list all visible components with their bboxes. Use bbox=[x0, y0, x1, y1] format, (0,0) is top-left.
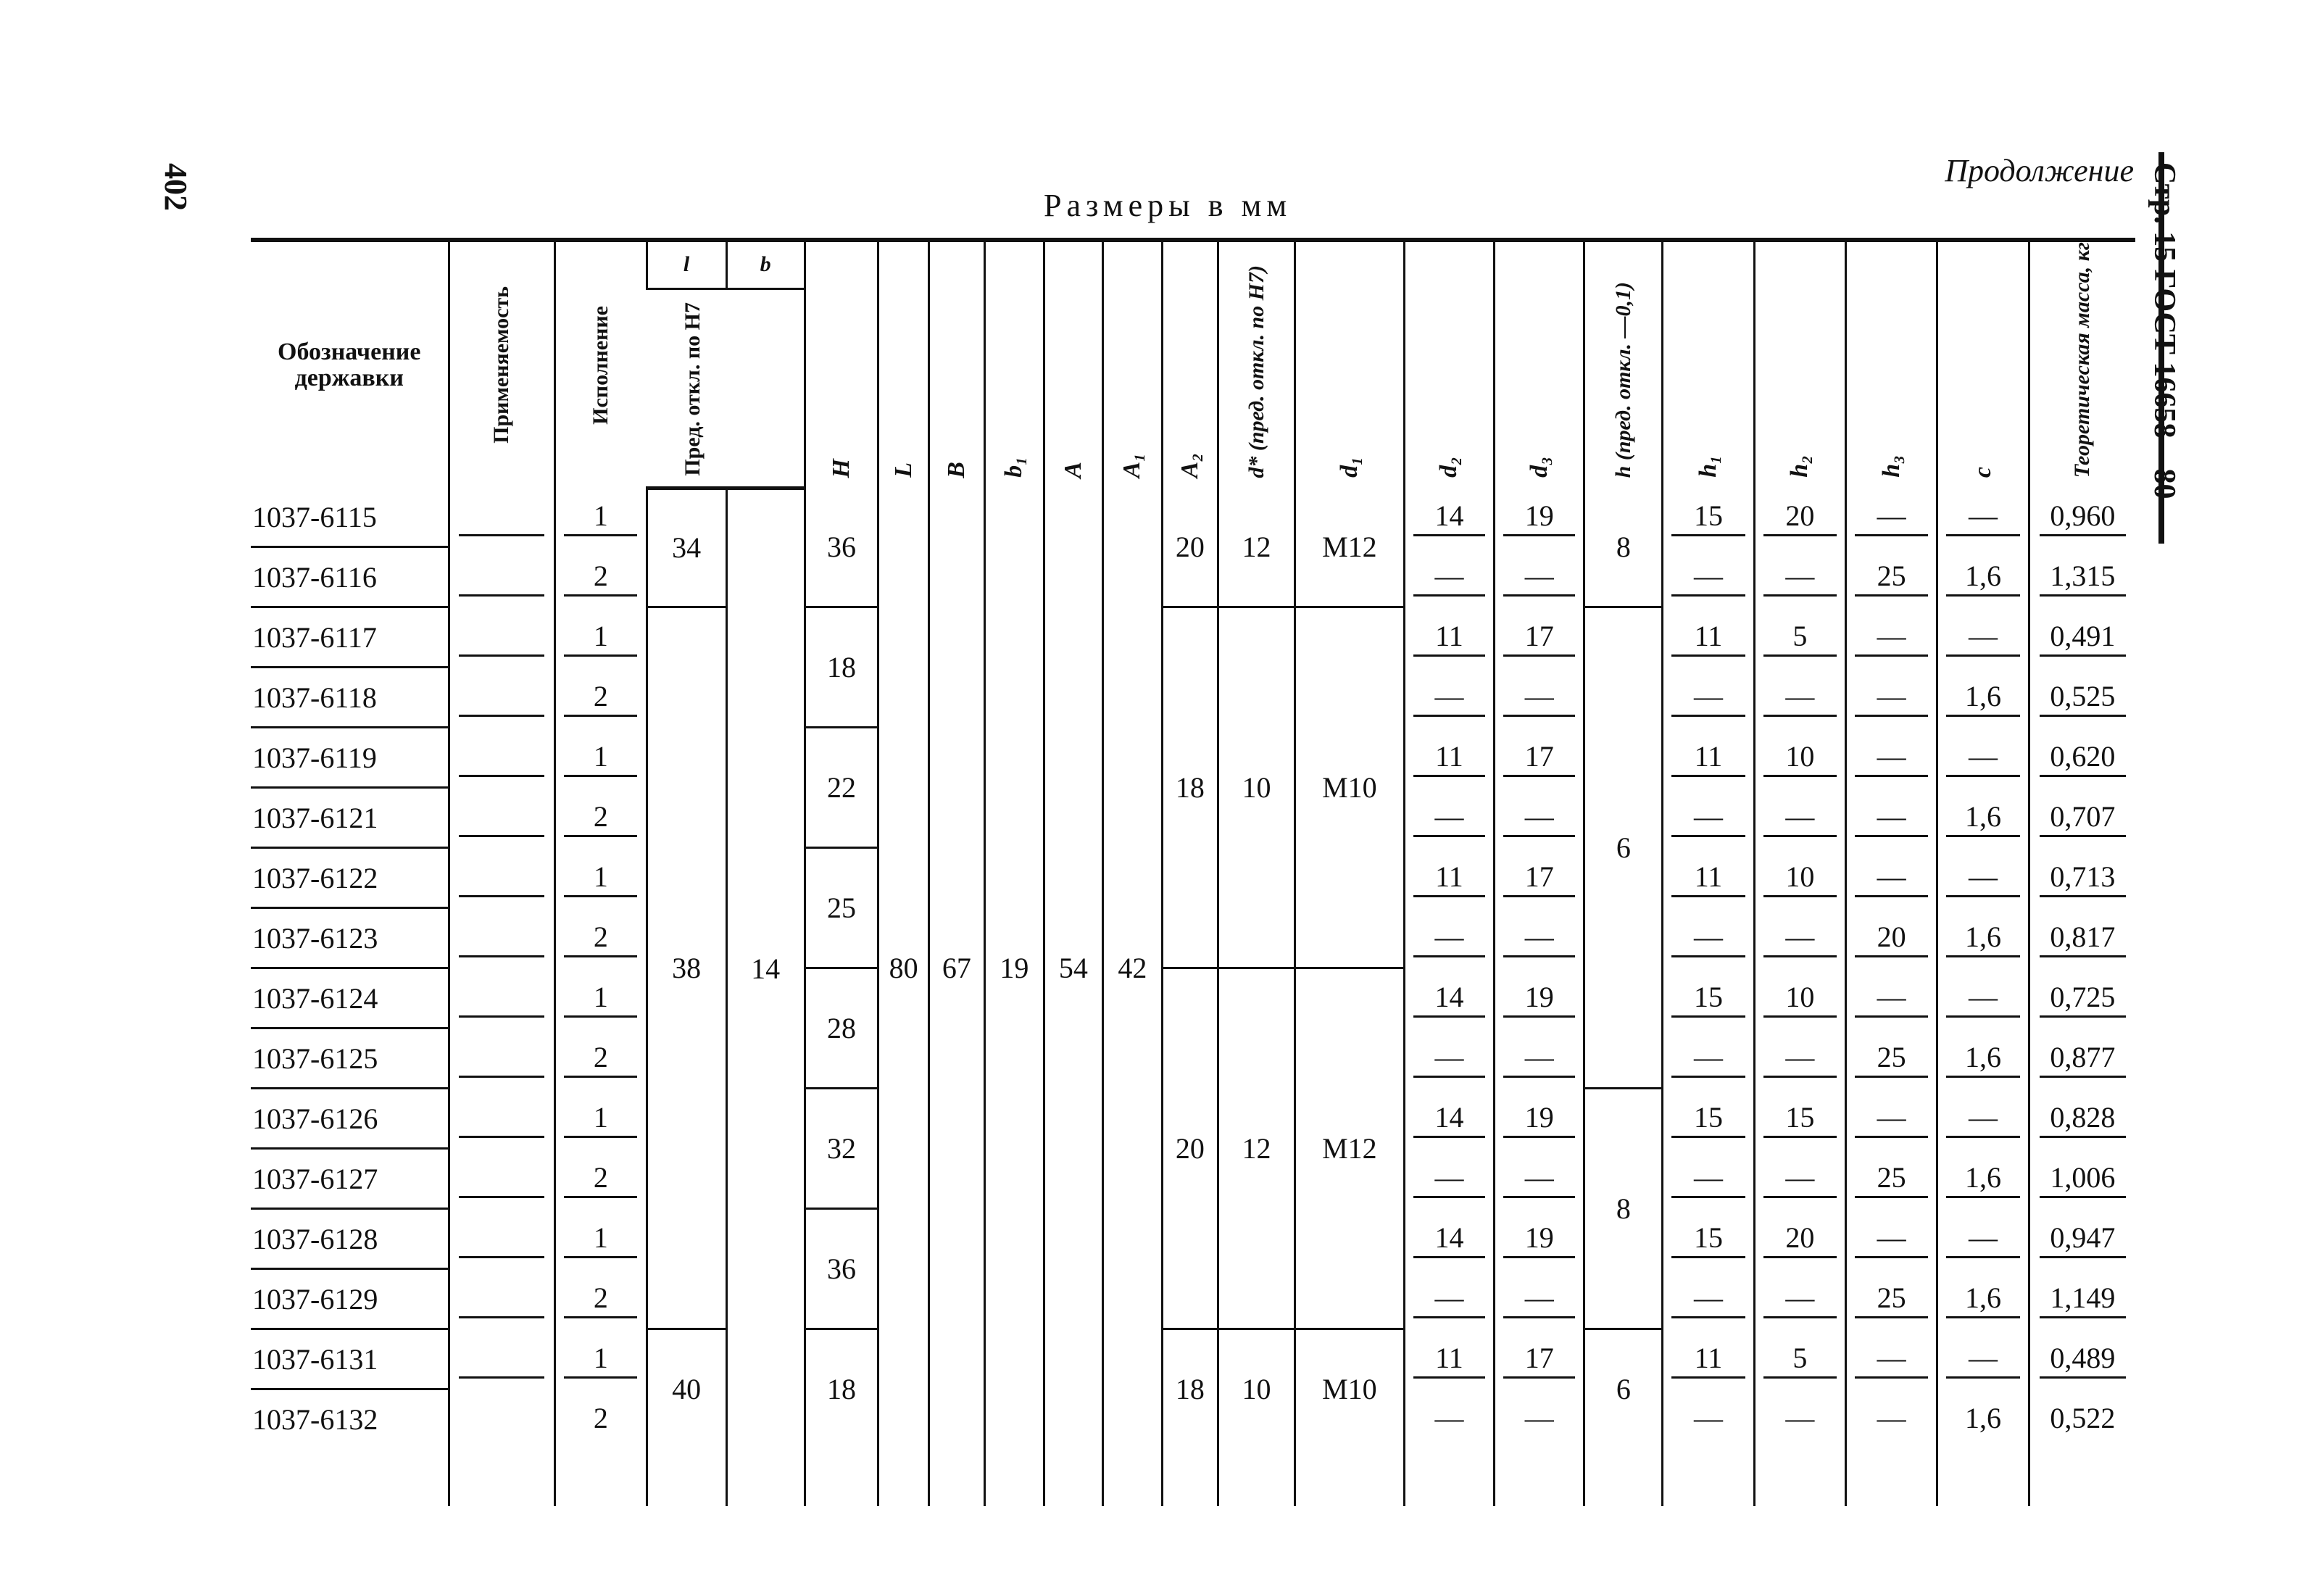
cell-mass: 0,491 bbox=[2029, 607, 2135, 668]
header-b1: b₁ bbox=[1000, 457, 1028, 478]
cell-d2: — bbox=[1404, 547, 1494, 607]
header-mass: Теоретическая масса, кг bbox=[2070, 242, 2095, 478]
cell-d2: — bbox=[1404, 788, 1494, 848]
cell-applicability bbox=[449, 1149, 555, 1209]
cell-A2: 20 bbox=[1162, 968, 1218, 1329]
cell-h2: — bbox=[1754, 1149, 1845, 1209]
cell-mass: 1,315 bbox=[2029, 547, 2135, 607]
cell-h3: — bbox=[1846, 728, 1937, 788]
table-row bbox=[251, 968, 2135, 1028]
cell-l: 38 bbox=[647, 607, 726, 1329]
standard-reference: Стр. 15 ГОСТ 16658—80 bbox=[2148, 162, 2181, 499]
cell-execution: 2 bbox=[555, 1269, 647, 1329]
holder-table bbox=[251, 238, 2135, 1455]
cell-designation: 1037-6126 bbox=[251, 1089, 449, 1149]
cell-d2: 11 bbox=[1404, 848, 1494, 908]
cell-mass: 1,149 bbox=[2029, 1269, 2135, 1329]
header-execution: Исполнение bbox=[588, 305, 612, 425]
cell-H: 18 bbox=[805, 1329, 878, 1449]
cell-h2: 15 bbox=[1754, 1089, 1845, 1149]
cell-h2: 20 bbox=[1754, 1209, 1845, 1269]
cell-applicability bbox=[449, 1269, 555, 1329]
table-row bbox=[251, 607, 2135, 668]
cell-execution: 2 bbox=[555, 908, 647, 968]
cell-d2: 11 bbox=[1404, 728, 1494, 788]
cell-c: 1,6 bbox=[1937, 1389, 2029, 1449]
cell-execution: 1 bbox=[555, 1329, 647, 1389]
dimensions-subtitle: Размеры в мм bbox=[1044, 188, 1292, 223]
cell-applicability bbox=[449, 848, 555, 908]
cell-c: — bbox=[1937, 607, 2029, 668]
cell-d1: M12 bbox=[1295, 488, 1405, 607]
cell-execution: 2 bbox=[555, 668, 647, 728]
cell-h1: 11 bbox=[1663, 728, 1754, 788]
cell-h2: — bbox=[1754, 1389, 1845, 1449]
header-designation: Обозначение державки bbox=[251, 240, 449, 488]
cell-d2: 14 bbox=[1404, 968, 1494, 1028]
cell-d3: 17 bbox=[1495, 1329, 1584, 1389]
header-H: H bbox=[828, 458, 855, 478]
cell-h3: 25 bbox=[1846, 1269, 1937, 1329]
cell-d2: 14 bbox=[1404, 488, 1494, 547]
cell-h3: — bbox=[1846, 607, 1937, 668]
page-number: 402 bbox=[158, 163, 194, 211]
cell-d3: 17 bbox=[1495, 607, 1584, 668]
cell-c: 1,6 bbox=[1937, 547, 2029, 607]
cell-h2: — bbox=[1754, 788, 1845, 848]
cell-d2: — bbox=[1404, 1028, 1494, 1089]
cell-applicability bbox=[449, 908, 555, 968]
cell-execution: 1 bbox=[555, 728, 647, 788]
cell-h3: — bbox=[1846, 1389, 1937, 1449]
cell-h1: — bbox=[1663, 547, 1754, 607]
cell-H: 22 bbox=[805, 728, 878, 848]
cell-execution: 1 bbox=[555, 968, 647, 1028]
cell-H: 18 bbox=[805, 607, 878, 728]
header-h1: h₁ bbox=[1695, 455, 1721, 478]
cell-d3: — bbox=[1495, 1149, 1584, 1209]
cell-h2: — bbox=[1754, 668, 1845, 728]
cell-h2: 5 bbox=[1754, 1329, 1845, 1389]
cell-h2: — bbox=[1754, 1028, 1845, 1089]
cell-A1: 42 bbox=[1103, 488, 1163, 1448]
cell-d3: 19 bbox=[1495, 1089, 1584, 1149]
cell-h1: 15 bbox=[1663, 488, 1754, 547]
cell-l: 34 bbox=[647, 488, 726, 607]
cell-d2: — bbox=[1404, 908, 1494, 968]
cell-designation: 1037-6124 bbox=[251, 968, 449, 1028]
cell-d3: — bbox=[1495, 1269, 1584, 1329]
cell-l: 40 bbox=[647, 1329, 726, 1449]
cell-mass: 0,817 bbox=[2029, 908, 2135, 968]
cell-c: — bbox=[1937, 968, 2029, 1028]
cell-execution: 2 bbox=[555, 1028, 647, 1089]
cell-H: 32 bbox=[805, 1089, 878, 1209]
cell-execution: 2 bbox=[555, 1149, 647, 1209]
cell-c: — bbox=[1937, 1209, 2029, 1269]
header-d2: d₂ bbox=[1435, 457, 1463, 478]
cell-h3: — bbox=[1846, 788, 1937, 848]
cell-mass: 0,620 bbox=[2029, 728, 2135, 788]
cell-h2: 20 bbox=[1754, 488, 1845, 547]
cell-designation: 1037-6121 bbox=[251, 788, 449, 848]
cell-h1: 15 bbox=[1663, 1209, 1754, 1269]
cell-d1: M12 bbox=[1295, 968, 1405, 1329]
cell-d1: M10 bbox=[1295, 607, 1405, 968]
cell-execution: 1 bbox=[555, 1209, 647, 1269]
cell-h1: — bbox=[1663, 1149, 1754, 1209]
cell-d3: — bbox=[1495, 788, 1584, 848]
cell-h2: — bbox=[1754, 908, 1845, 968]
cell-d2: 14 bbox=[1404, 1089, 1494, 1149]
cell-designation: 1037-6116 bbox=[251, 547, 449, 607]
cell-execution: 1 bbox=[555, 1089, 647, 1149]
cell-mass: 0,725 bbox=[2029, 968, 2135, 1028]
cell-h3: — bbox=[1846, 848, 1937, 908]
header-h3: h₃ bbox=[1877, 455, 1905, 478]
cell-A2: 18 bbox=[1162, 607, 1218, 968]
cell-h2: 10 bbox=[1754, 968, 1845, 1028]
cell-h2: 10 bbox=[1754, 848, 1845, 908]
cell-designation: 1037-6128 bbox=[251, 1209, 449, 1269]
cell-h3: — bbox=[1846, 1329, 1937, 1389]
cell-designation: 1037-6127 bbox=[251, 1149, 449, 1209]
cell-c: — bbox=[1937, 728, 2029, 788]
cell-H: 36 bbox=[805, 1209, 878, 1329]
cell-h2: 5 bbox=[1754, 607, 1845, 668]
header-applicability: Применяемость bbox=[489, 286, 514, 444]
cell-h3: — bbox=[1846, 1209, 1937, 1269]
cell-h1: 11 bbox=[1663, 607, 1754, 668]
cell-mass: 0,947 bbox=[2029, 1209, 2135, 1269]
cell-c: 1,6 bbox=[1937, 1269, 2029, 1329]
cell-d2: 11 bbox=[1404, 607, 1494, 668]
cell-c: — bbox=[1937, 488, 2029, 547]
header-l-tolerance: Пред. откл. по Н7 bbox=[681, 302, 705, 476]
cell-applicability bbox=[449, 547, 555, 607]
cell-d3: — bbox=[1495, 1028, 1584, 1089]
cell-d3: — bbox=[1495, 547, 1584, 607]
cell-h1: — bbox=[1663, 1389, 1754, 1449]
cell-h: 8 bbox=[1584, 1089, 1663, 1329]
cell-mass: 0,525 bbox=[2029, 668, 2135, 728]
cell-h2: — bbox=[1754, 547, 1845, 607]
cell-h2: — bbox=[1754, 1269, 1845, 1329]
table-tail bbox=[251, 1448, 2135, 1506]
cell-h: 6 bbox=[1584, 1329, 1663, 1449]
cell-d2: — bbox=[1404, 1389, 1494, 1449]
header-h: h (пред. откл. —0,1) bbox=[1611, 281, 1635, 478]
cell-h3: — bbox=[1846, 968, 1937, 1028]
cell-H: 36 bbox=[805, 488, 878, 607]
cell-H: 25 bbox=[805, 848, 878, 968]
cell-applicability bbox=[449, 1089, 555, 1149]
cell-mass: 0,877 bbox=[2029, 1028, 2135, 1089]
cell-d3: — bbox=[1495, 668, 1584, 728]
cell-d1: M10 bbox=[1295, 1329, 1405, 1449]
cell-mass: 0,713 bbox=[2029, 848, 2135, 908]
cell-execution: 2 bbox=[555, 1389, 647, 1449]
cell-d3: 19 bbox=[1495, 1209, 1584, 1269]
header-A2: A₂ bbox=[1176, 452, 1203, 478]
cell-applicability bbox=[449, 1329, 555, 1389]
cell-designation: 1037-6118 bbox=[251, 668, 449, 728]
cell-execution: 2 bbox=[555, 547, 647, 607]
header-d: d* (пред. откл. по Н7) bbox=[1244, 265, 1268, 478]
header-b: b bbox=[726, 240, 805, 288]
cell-d2: — bbox=[1404, 1269, 1494, 1329]
cell-execution: 1 bbox=[555, 848, 647, 908]
cell-h2: 10 bbox=[1754, 728, 1845, 788]
cell-h1: — bbox=[1663, 1269, 1754, 1329]
cell-applicability bbox=[449, 1389, 555, 1449]
cell-c: 1,6 bbox=[1937, 1028, 2029, 1089]
cell-d3: 17 bbox=[1495, 848, 1584, 908]
cell-designation: 1037-6131 bbox=[251, 1329, 449, 1389]
cell-d2: — bbox=[1404, 668, 1494, 728]
cell-mass: 0,707 bbox=[2029, 788, 2135, 848]
cell-d3: — bbox=[1495, 908, 1584, 968]
header-L: L bbox=[889, 462, 917, 478]
cell-h: 8 bbox=[1584, 488, 1663, 607]
cell-h1: 15 bbox=[1663, 968, 1754, 1028]
header-c: c bbox=[1969, 467, 1996, 478]
header-A1: A₁ bbox=[1118, 452, 1146, 478]
header-d1: d₁ bbox=[1335, 457, 1363, 478]
cell-designation: 1037-6122 bbox=[251, 848, 449, 908]
cell-designation: 1037-6115 bbox=[251, 488, 449, 547]
cell-applicability bbox=[449, 607, 555, 668]
cell-applicability bbox=[449, 728, 555, 788]
cell-designation: 1037-6132 bbox=[252, 1402, 378, 1436]
cell-d2: 11 bbox=[1404, 1329, 1494, 1389]
cell-h1: 15 bbox=[1663, 1089, 1754, 1149]
cell-h1: 11 bbox=[1663, 1329, 1754, 1389]
cell-h3: 25 bbox=[1846, 1028, 1937, 1089]
continuation-label: Продолжение bbox=[1945, 153, 2134, 188]
cell-mass: 0,522 bbox=[2029, 1389, 2135, 1449]
cell-h3: 20 bbox=[1846, 908, 1937, 968]
cell-B: 67 bbox=[928, 488, 984, 1448]
cell-A2: 20 bbox=[1162, 488, 1218, 607]
cell-d: 10 bbox=[1218, 1329, 1295, 1449]
cell-designation: 1037-6123 bbox=[251, 908, 449, 968]
cell-mass: 0,828 bbox=[2029, 1089, 2135, 1149]
cell-d: 10 bbox=[1218, 607, 1295, 968]
cell-c: — bbox=[1937, 1089, 2029, 1149]
cell-applicability bbox=[449, 668, 555, 728]
cell-designation: 1037-6125 bbox=[251, 1028, 449, 1089]
header-A: A bbox=[1059, 461, 1086, 478]
cell-d3: 17 bbox=[1495, 728, 1584, 788]
cell-designation: 1037-6129 bbox=[251, 1269, 449, 1329]
cell-d3: 19 bbox=[1495, 488, 1584, 547]
cell-h3: — bbox=[1846, 1089, 1937, 1149]
cell-execution: 1 bbox=[555, 607, 647, 668]
header-B: B bbox=[942, 461, 970, 478]
cell-applicability bbox=[449, 1028, 555, 1089]
cell-c: 1,6 bbox=[1937, 908, 2029, 968]
cell-d3: 19 bbox=[1495, 968, 1584, 1028]
cell-c: 1,6 bbox=[1937, 788, 2029, 848]
cell-applicability bbox=[449, 1209, 555, 1269]
cell-h3: 25 bbox=[1846, 1149, 1937, 1209]
cell-H: 28 bbox=[805, 968, 878, 1089]
cell-b1: 19 bbox=[985, 488, 1044, 1448]
cell-execution: 1 bbox=[555, 488, 647, 547]
cell-applicability bbox=[449, 488, 555, 547]
cell-h3: — bbox=[1846, 488, 1937, 547]
cell-h: 6 bbox=[1584, 607, 1663, 1089]
header-d3: d₃ bbox=[1525, 457, 1553, 478]
cell-h3: 25 bbox=[1846, 547, 1937, 607]
header-l: l bbox=[647, 240, 726, 288]
cell-b: 14 bbox=[726, 488, 805, 1448]
table-row bbox=[251, 488, 2135, 547]
cell-c: — bbox=[1937, 1329, 2029, 1389]
cell-designation: 1037-6117 bbox=[251, 607, 449, 668]
header-h2: h₂ bbox=[1786, 455, 1813, 478]
cell-execution: 2 bbox=[555, 788, 647, 848]
cell-h3: — bbox=[1846, 668, 1937, 728]
cell-designation: 1037-6119 bbox=[251, 728, 449, 788]
cell-mass: 1,006 bbox=[2029, 1149, 2135, 1209]
cell-h1: — bbox=[1663, 908, 1754, 968]
cell-h1: — bbox=[1663, 1028, 1754, 1089]
cell-d3: — bbox=[1495, 1389, 1584, 1449]
cell-d: 12 bbox=[1218, 488, 1295, 607]
cell-A: 54 bbox=[1044, 488, 1103, 1448]
cell-c: 1,6 bbox=[1937, 1149, 2029, 1209]
cell-d: 12 bbox=[1218, 968, 1295, 1329]
cell-h1: — bbox=[1663, 788, 1754, 848]
cell-L: 80 bbox=[878, 488, 928, 1448]
table-row bbox=[251, 1329, 2135, 1389]
cell-h1: — bbox=[1663, 668, 1754, 728]
cell-c: — bbox=[1937, 848, 2029, 908]
cell-applicability bbox=[449, 788, 555, 848]
cell-d2: — bbox=[1404, 1149, 1494, 1209]
cell-d2: 14 bbox=[1404, 1209, 1494, 1269]
cell-A2: 18 bbox=[1162, 1329, 1218, 1449]
cell-h1: 11 bbox=[1663, 848, 1754, 908]
cell-applicability bbox=[449, 968, 555, 1028]
cell-mass: 0,489 bbox=[2029, 1329, 2135, 1389]
cell-mass: 0,960 bbox=[2029, 488, 2135, 547]
cell-c: 1,6 bbox=[1937, 668, 2029, 728]
